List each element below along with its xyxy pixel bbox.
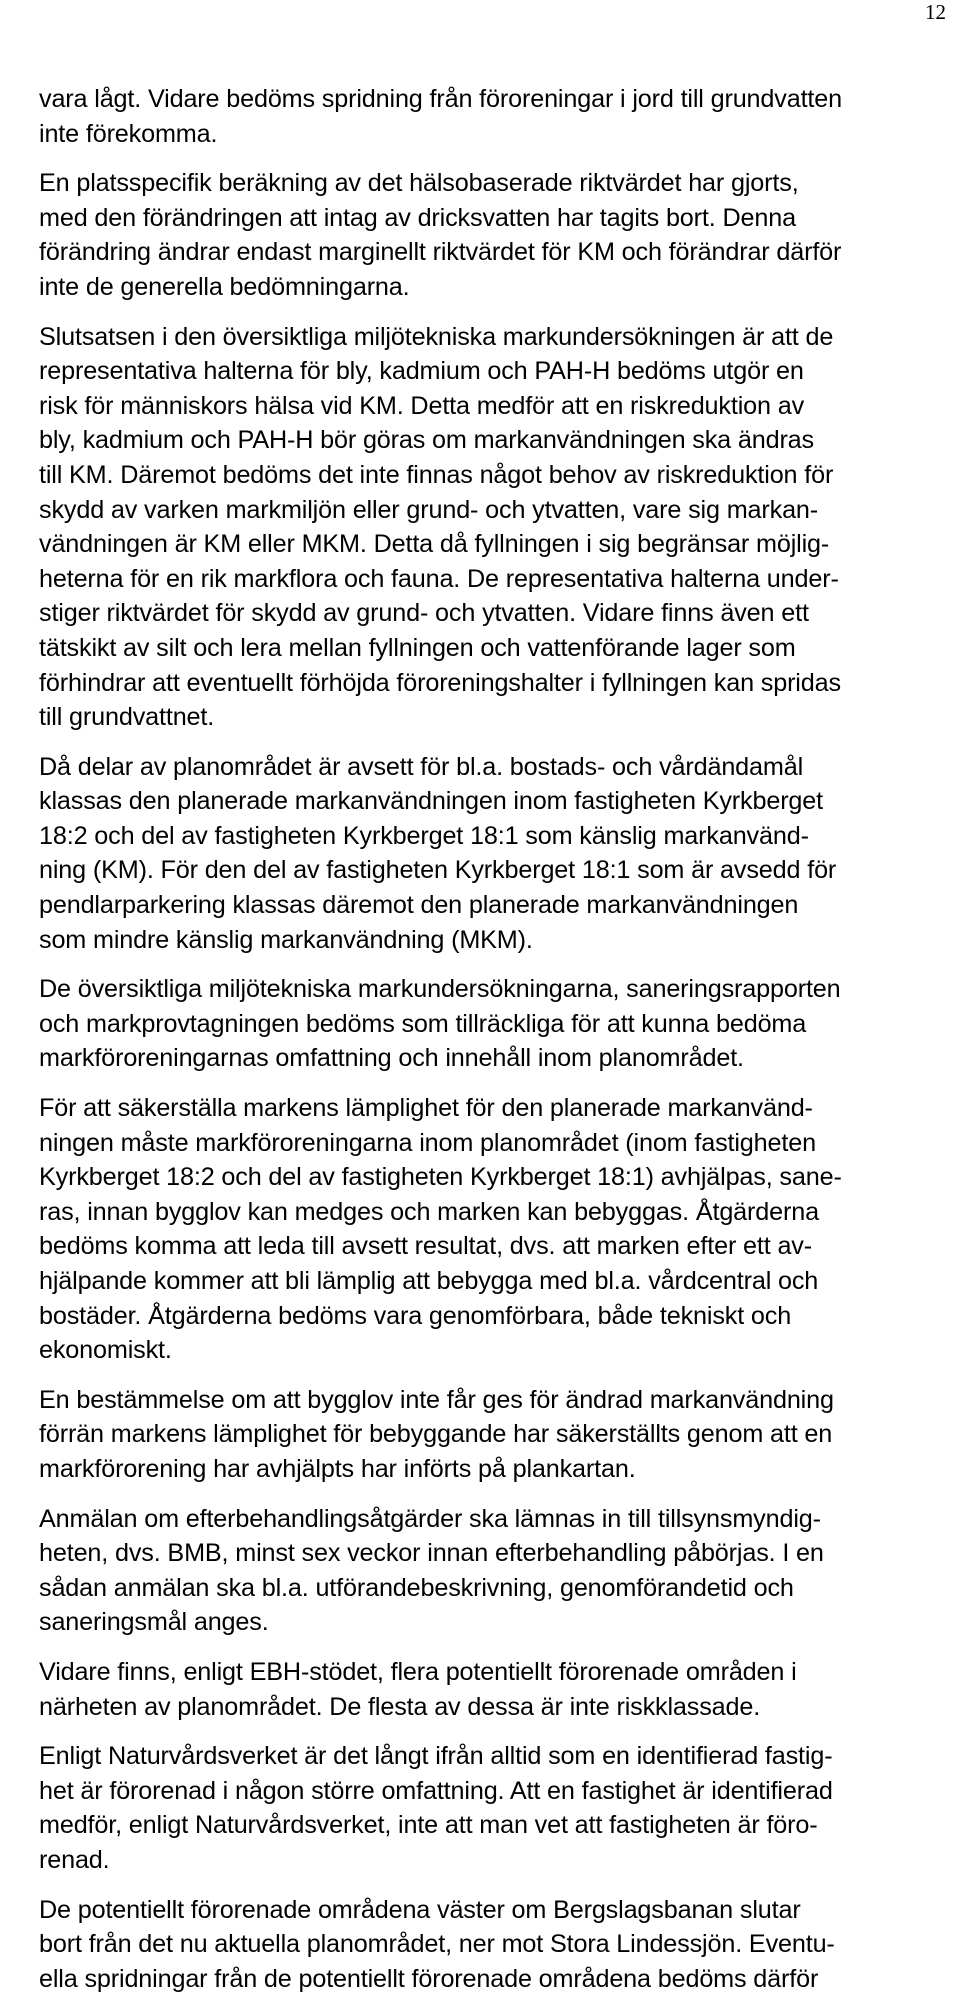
text-line: med den förändringen att intag av dricksvatten har tagits bort. Denna (39, 203, 796, 232)
text-line: 18:2 och del av fastigheten Kyrkberget 18:1 som känslig markanvänd- (39, 821, 809, 850)
text-line: ningen måste markföroreningarna inom planområdet (inom fastigheten (39, 1128, 816, 1157)
text-line: Då delar av planområdet är avsett för bl.a. bostads- och vårdändamål (39, 752, 804, 781)
text-line: risk för människors hälsa vid KM. Detta medför att en riskreduktion av (39, 391, 805, 420)
text-line: heterna för en rik markflora och fauna. De representativa halterna under- (39, 564, 839, 593)
text-line: En platsspecifik beräkning av det hälsobaserade riktvärdet har gjorts, (39, 169, 799, 198)
text-line: bort från det nu aktuella planområdet, ner mot Stora Lindessjön. Eventu- (39, 1930, 835, 1959)
text-line: vara lågt. Vidare bedöms spridning från föroreningar i jord till grundvatten (39, 85, 842, 113)
paragraph (39, 972, 959, 1076)
paragraph (39, 320, 959, 735)
text-line: ning (KM). För den del av fastigheten Kyrkberget 18:1 som är avsedd för (39, 856, 837, 885)
text-line: representativa halterna för bly, kadmium och PAH-H bedöms utgör en (39, 357, 804, 386)
text-line: och markprovtagningen bedöms som tillräckliga för att kunna bedöma (39, 1009, 807, 1038)
text-line: heten, dvs. BMB, minst sex veckor innan efterbehandling påbörjas. I en (39, 1539, 824, 1568)
text-line: till grundvattnet. (39, 703, 215, 732)
text-line: tätskikt av silt och lera mellan fyllningen och vattenförande lager som (39, 633, 796, 662)
paragraph (39, 1091, 959, 1368)
text-line: Slutsatsen i den översiktliga miljötekniska markundersökningen är att de (39, 322, 834, 351)
text-line: De potentiellt förorenade områdena väster om Bergslagsbanan slutar (39, 1895, 801, 1924)
text-line: bly, kadmium och PAH-H bör göras om markanvändningen ska ändras (39, 426, 814, 455)
text-line: ekonomiskt. (39, 1336, 172, 1365)
paragraph (39, 1502, 959, 1640)
text-line: förändring ändrar endast marginellt riktvärdet för KM och förändrar därför (39, 238, 842, 267)
text-line: saneringsmål anges. (39, 1608, 269, 1637)
paragraph (39, 1655, 959, 1724)
text-line: Enligt Naturvårdsverket är det långt ifrån alltid som en identifierad fastig- (39, 1742, 833, 1771)
paragraph (39, 1739, 959, 1877)
text-line: markförorening har avhjälpts har införts på plankartan. (39, 1454, 636, 1483)
paragraph (39, 1383, 959, 1487)
text-line: pendlarparkering klassas däremot den planerade markanvändningen (39, 891, 799, 920)
paragraph (39, 82, 959, 151)
text-line: förrän markens lämplighet för bebyggande har säkerställts genom att en (39, 1420, 833, 1449)
text-line: De översiktliga miljötekniska markundersökningarna, saneringsrapporten (39, 975, 841, 1004)
text-line: som mindre känslig markanvändning (MKM). (39, 925, 533, 954)
text-line: För att säkerställa markens lämplighet för den planerade markanvänd- (39, 1094, 813, 1123)
text-line: skydd av varken markmiljön eller grund- och ytvatten, vare sig markan- (39, 495, 819, 524)
text-line: till KM. Däremot bedöms det inte finnas något behov av riskreduktion för (39, 460, 834, 489)
text-line: vändningen är KM eller MKM. Detta då fyllningen i sig begränsar möjlig- (39, 530, 830, 559)
text-line: inte förekomma. (39, 119, 218, 148)
text-line: renad. (39, 1845, 110, 1874)
text-line: Kyrkberget 18:2 och del av fastigheten Kyrkberget 18:1) avhjälpas, sane- (39, 1163, 842, 1192)
text-line: bostäder. Åtgärderna bedöms vara genomförbara, både tekniskt och (39, 1301, 792, 1330)
text-line: medför, enligt Naturvårdsverket, inte att man vet att fastigheten är föro- (39, 1811, 818, 1840)
paragraph (39, 1893, 959, 1997)
page-number: 12 (925, 0, 946, 24)
document-body (39, 82, 959, 2011)
text-line: markföroreningarnas omfattning och innehåll inom planområdet. (39, 1044, 744, 1073)
text-line: ras, innan bygglov kan medges och marken kan bebyggas. Åtgärderna (39, 1197, 819, 1226)
text-line: närheten av planområdet. De flesta av dessa är inte riskklassade. (39, 1692, 761, 1721)
text-line: Anmälan om efterbehandlingsåtgärder ska lämnas in till tillsynsmyndig- (39, 1504, 821, 1533)
text-line: En bestämmelse om att bygglov inte får ges för ändrad markanvändning (39, 1385, 834, 1414)
paragraph (39, 750, 959, 958)
text-line: klassas den planerade markanvändningen inom fastigheten Kyrkberget (39, 787, 823, 816)
text-line: ella spridningar från de potentiellt förorenade områdena bedöms därför (39, 1964, 819, 1993)
text-line: stiger riktvärdet för skydd av grund- och ytvatten. Vidare finns även ett (39, 599, 809, 628)
text-line: inte de generella bedömningarna. (39, 272, 410, 301)
text-line: sådan anmälan ska bl.a. utförandebeskrivning, genomförandetid och (39, 1573, 794, 1602)
text-line: förhindrar att eventuellt förhöjda föroreningshalter i fyllningen kan spridas (39, 668, 841, 697)
paragraph (39, 166, 959, 304)
text-line: hjälpande kommer att bli lämplig att bebygga med bl.a. vårdcentral och (39, 1267, 819, 1295)
text-line: Vidare finns, enligt EBH-stödet, flera potentiellt förorenade områden i (39, 1657, 797, 1686)
text-line: bedöms komma att leda till avsett resultat, dvs. att marken efter ett av- (39, 1232, 812, 1261)
text-line: het är förorenad i någon större omfattning. Att en fastighet är identifierad (39, 1776, 833, 1805)
